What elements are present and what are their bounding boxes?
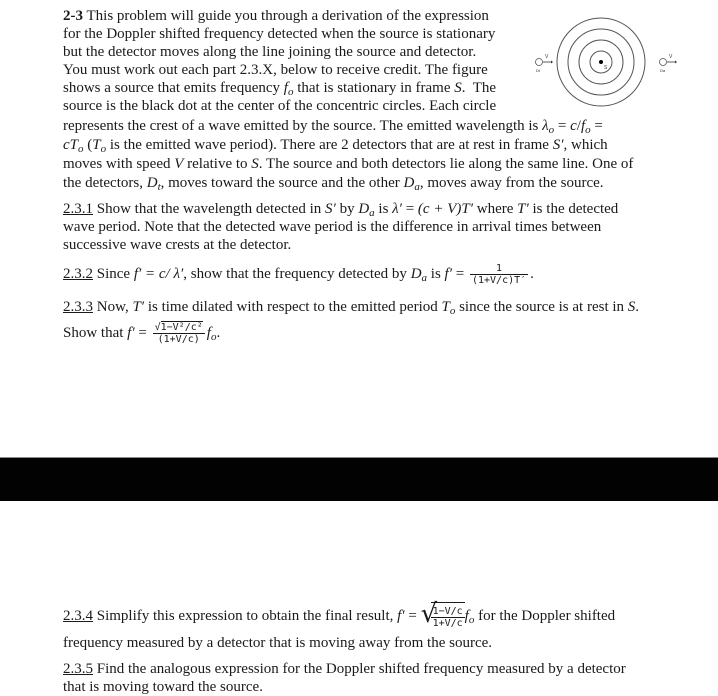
intro-line-9: moves with speed V relative to S. The source and both detectors lie along the same line. One of: [63, 156, 634, 172]
intro-line-10: the detectors, $D_t$, moves toward the source and the other $D_a$, moves away from the source.: [63, 175, 604, 193]
part-2-3-2: 2.3.2 Since f′ = c/ λ′, show that the frequency detected by $D_a$ is f′ = $\frac{1}{(1+V/c)T'}$ .: [63, 263, 534, 287]
part-2-3-1-line-1: 2.3.1 Show that the wavelength detected in S′ by $D_a$ is λ′ = (c + V)T′ where T′ is the detected: [63, 201, 619, 219]
intro-line-7: represents the crest of a wave emitted by the source. The emitted wavelength is $\lambda_o = c/f_o$ =: [63, 118, 603, 136]
intro-line-6: source is the black dot at the center of the concentric circles. Each circle: [63, 98, 497, 114]
detector-t-icon: [536, 59, 543, 66]
part-2-3-5-line-2: that is moving toward the source.: [63, 679, 263, 695]
part-2-3-1-line-3: successive wave crests at the detector.: [63, 237, 292, 253]
intro-line-4: You must work out each part 2.3.X, below to receive credit. The figure: [63, 62, 488, 78]
part-2-3-1-line-2: wave period. Note that the detected wave period is the difference in arrival times between: [63, 219, 602, 235]
page-break-band: [0, 457, 718, 501]
svg-text:V: V: [669, 54, 673, 60]
intro-line-8: $cT_o$ ($T_o$ is the emitted wave period). There are 2 detectors that are at rest in frame S′, which: [63, 137, 608, 155]
square-root: √ $\frac{1-V/c}{1+V/c}$: [420, 599, 463, 630]
part-2-3-4-line-1: 2.3.4 Simplify this expression to obtain the final result, f′ = √ $\frac{1-V/c}{1+V/c}$ $f_o$ for the Doppler shifted: [63, 599, 616, 630]
fraction: $\frac{\text{√1−V²/c²}}{(1+V/c)}$: [154, 322, 203, 346]
intro-line-1: 2-3 This problem will guide you through a derivation of the expression: [63, 8, 489, 24]
part-2-3-3-line-1: 2.3.3 Now, T′ is time dilated with respect to the emitted period $T_o$ since the source is at rest in S.: [63, 299, 640, 317]
part-id: 2.3.4: [63, 608, 93, 624]
intro-line-2: for the Doppler shifted frequency detected when the source is stationary: [63, 26, 496, 42]
svg-text:Da: Da: [660, 68, 666, 73]
part-id: 2.3.3: [63, 299, 93, 315]
part-2-3-5-line-1: 2.3.5 Find the analogous expression for the Doppler shifted frequency measured by a detector: [63, 661, 626, 677]
part-id: 2.3.5: [63, 661, 93, 677]
fraction: $\frac{1}{(1+V/c)T'}$: [471, 263, 527, 287]
doppler-figure: [520, 8, 710, 118]
part-2-3-4-line-2: frequency measured by a detector that is moving away from the source.: [63, 635, 493, 651]
detector-a-icon: [660, 59, 667, 66]
intro-line-5: shows a source that emits frequency $f_o$ that is stationary in frame S. The: [63, 80, 497, 98]
svg-text:V: V: [545, 54, 549, 60]
part-id: 2.3.2: [63, 266, 93, 282]
svg-text:S: S: [604, 65, 608, 71]
fraction: $\frac{1-V/c}{1+V/c}$: [432, 606, 463, 630]
svg-text:Dt: Dt: [536, 68, 540, 73]
part-2-3-3-line-2: Show that f′ = $\frac{\text{√1−V²/c²}}{(1+V/c)}$ $f_o$.: [63, 322, 221, 346]
source-dot-icon: [599, 60, 603, 64]
intro-line-3: but the detector moves along the line joining the source and detector.: [63, 44, 477, 60]
problem-number: 2-3: [63, 8, 83, 24]
part-id: 2.3.1: [63, 201, 93, 217]
